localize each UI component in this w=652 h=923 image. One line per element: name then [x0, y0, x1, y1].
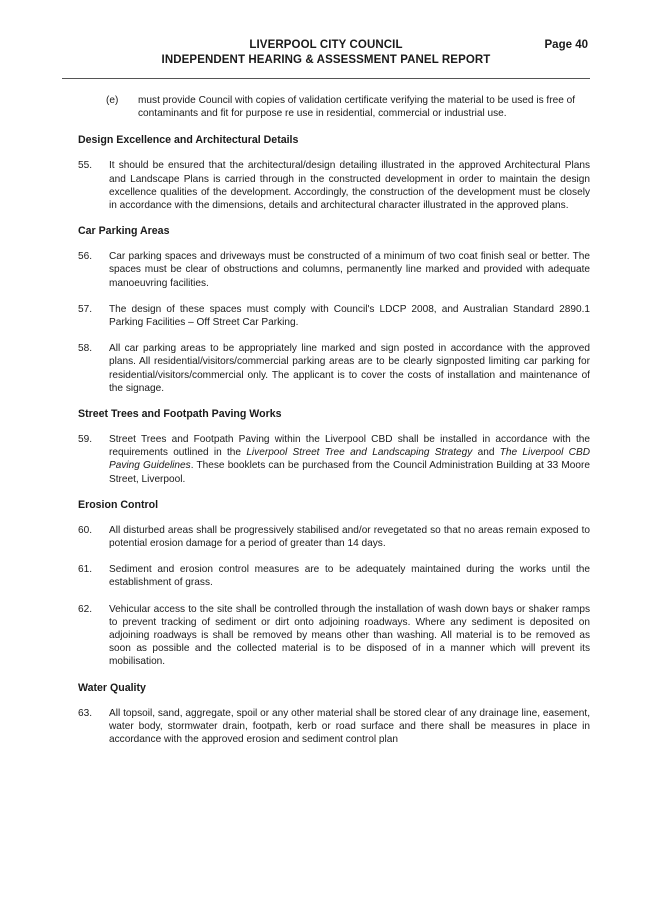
- condition-text: Sediment and erosion control measures are to be adequately maintained during the works until the establishment of grass.: [109, 564, 590, 589]
- condition-58: [78, 342, 590, 395]
- condition-text-part: . These booklets can be purchased from the Council Administration Building at 33 Moore Street, Liverpool.: [109, 460, 590, 485]
- condition-60: [78, 524, 590, 550]
- header-divider: [62, 78, 590, 79]
- condition-number: 60.: [78, 524, 93, 536]
- condition-61: [78, 563, 590, 589]
- document-body: [78, 94, 590, 759]
- condition-text: [109, 433, 590, 486]
- condition-number: 61.: [78, 564, 93, 576]
- condition-number: 56.: [78, 251, 93, 263]
- condition-text-part: Street Trees and Footpath Paving within the Liverpool CBD shall be installed in accordance with the requirements outlined in the: [109, 434, 590, 459]
- sub-item-marker: (e): [106, 95, 119, 106]
- page-number: Page 40: [544, 39, 588, 51]
- condition-text: Vehicular access to the site shall be controlled through the installation of wash down bays or shaker ramps to prevent tracking of sediment or dirt onto adjoining roadways. Where any sediment is deposited on adjoining roadways is shall be removed by means other than washing. All material is to be removed as soon as possible and the collected material is to be disposed of in a manner which will prevent its mobilisation.: [109, 603, 590, 668]
- condition-text: It should be ensured that the architectural/design detailing illustrated in the approved Architectural Plans and Landscape Plans is carried through in the constructed development in order to maintain the design excellence qualities of the development. Accordingly, the construction of the development must be closely in accordance with the dimensions, details and architectural character illustrated in the approved plans.: [109, 160, 590, 212]
- section-heading-car-parking: Car Parking Areas: [78, 225, 170, 238]
- report-title: INDEPENDENT HEARING & ASSESSMENT PANEL REPORT: [161, 54, 491, 66]
- section-heading-street-trees: Street Trees and Footpath Paving Works: [78, 408, 282, 421]
- condition-number: 59.: [78, 434, 93, 446]
- condition-text: All car parking areas to be appropriately line marked and sign posted in accordance with the approved plans. All residential/visitors/commercial parking areas are to be clearly signposted limiting car parking for residential/visitors/commercial only. The applicant is to cover the costs of installation and maintenance of the signage.: [109, 343, 590, 394]
- strategy-title: Liverpool Street Tree and Landscaping Strategy: [246, 447, 473, 459]
- condition-56: [78, 250, 590, 290]
- condition-number: 55.: [78, 160, 93, 172]
- section-heading-water-quality: Water Quality: [78, 681, 146, 694]
- guidelines-title: The Liverpool CBD Paving Guidelines: [109, 447, 590, 472]
- page-header: [62, 38, 590, 68]
- condition-number: 63.: [78, 707, 93, 719]
- condition-62: [78, 603, 590, 669]
- sub-item-text: must provide Council with copies of validation certificate verifying the material to be used is free of contaminants and fit for purpose re use in residential, commercial or industrial use.: [138, 95, 576, 120]
- condition-text: The design of these spaces must comply with Council's LDCP 2008, and Australian Standard 2890.1 Parking Facilities – Off Street Car Parking.: [109, 303, 590, 329]
- condition-57: [78, 303, 590, 329]
- condition-55: [78, 159, 590, 212]
- condition-text: All topsoil, sand, aggregate, spoil or any other material shall be stored clear of any drainage line, easement, water body, stormwater drain, footpath, kerb or road surface and there shall be measures in place in accordance with the approved erosion and sediment control plan: [109, 707, 590, 746]
- condition-59: [78, 433, 590, 486]
- condition-text: All disturbed areas shall be progressively stabilised and/or revegetated so that no areas remain exposed to potential erosion damage for a period of greater than 14 days.: [109, 524, 590, 550]
- condition-number: 62.: [78, 603, 93, 615]
- condition-number: 58.: [78, 343, 93, 355]
- section-heading-design-excellence: Design Excellence and Architectural Details: [78, 134, 299, 147]
- section-heading-erosion-control: Erosion Control: [78, 498, 159, 511]
- condition-63: [78, 707, 590, 747]
- condition-text: Car parking spaces and driveways must be constructed of a minimum of two coat finish seal or better. The spaces must be clear of obstructions and columns, permanently line marked and provided with adequate manoeuvring facilities.: [109, 251, 590, 289]
- council-name: LIVERPOOL CITY COUNCIL: [249, 39, 403, 51]
- condition-number: 57.: [78, 303, 93, 315]
- condition-text-part: and: [472, 447, 500, 459]
- sub-item-e: [78, 94, 590, 120]
